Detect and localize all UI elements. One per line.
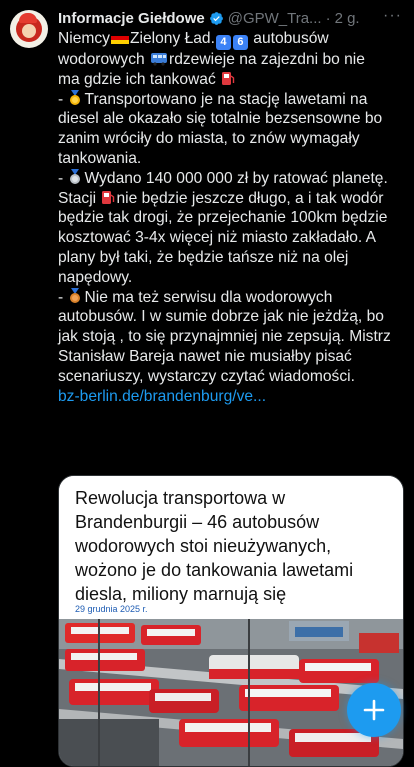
dash: - (58, 169, 68, 187)
tweet-line-3 (58, 70, 408, 90)
bus-icon (150, 52, 168, 66)
header-separator: · (325, 9, 331, 27)
text-segment: Transportowano je na stację lawetami na diesel ale okazało się totalnie bezsensowne bo zanim wróciły do miasta, to znów wymagały tankowania. (58, 90, 383, 167)
fuel-pump-icon (221, 71, 235, 86)
dash: - (58, 288, 68, 306)
text-segment: ma gdzie ich tankować (58, 70, 221, 88)
plus-icon (363, 699, 385, 721)
more-options-icon[interactable]: ··· (383, 7, 402, 24)
tweet-time[interactable]: 2 g. (334, 9, 360, 27)
germany-flag-icon (111, 32, 129, 44)
author-handle[interactable]: @GPW_Tra... (227, 9, 322, 27)
tweet-line-2 (58, 50, 408, 70)
tweet-paragraph-3 (58, 288, 408, 387)
tweet-link[interactable]: bz-berlin.de/brandenburg/ve... (58, 387, 267, 405)
text-segment: Wydano 140 000 000 zł by ratować planetę. Stacji (58, 169, 388, 207)
tweet-paragraph-1 (58, 90, 408, 169)
tweet-line-1 (58, 29, 408, 50)
keycap-6-icon: 6 (233, 35, 248, 50)
silver-medal-icon (68, 169, 82, 185)
author-name[interactable]: Informacje Giełdowe (58, 9, 205, 27)
tweet-paragraph-2 (58, 169, 408, 288)
keycap-4-icon: 4 (216, 35, 231, 50)
tweet-text (58, 29, 408, 406)
text-segment: Niemcy (58, 30, 110, 47)
text-segment: Zielony Ład. (129, 30, 215, 47)
verified-badge-icon (209, 11, 224, 26)
author-avatar[interactable] (10, 10, 48, 48)
dash: - (58, 90, 68, 108)
gold-medal-icon (68, 90, 82, 106)
fuel-pump-icon (101, 190, 115, 205)
text-segment: Nie ma też serwisu dla wodorowych autobusów. I w sumie dobrze jak nie jeżdżą, bo jak stoją , to się przynajmniej nie zepsują. Mistrz Stanisław Bareja nawet nie musiałby pisać scenariuszy, wystarczy czytać wiadomości. (58, 288, 391, 385)
text-segment: rdzewieje na zajezdni bo nie (169, 51, 365, 68)
text-segment: wodorowych (58, 51, 150, 68)
article-date: 29 grudnia 2025 r. (75, 604, 148, 614)
tweet-header (58, 7, 408, 29)
text-segment: nie będzie jeszcze długo, a i tak wodór będzie tak drogi, że przejechanie 100km będzie kosztować 3-4x więcej niż miasto zakładało. A plany był taki, że będzie tańsze niż na olej napędowy. (58, 189, 388, 286)
article-headline: Rewolucja transportowa w Brandenburgii – 46 autobusów wodorowych stoi nieużywanych, wożono je do tankowania lawetami diesla, miliony marnują się (75, 488, 354, 604)
bronze-medal-icon (68, 288, 82, 304)
compose-button[interactable] (347, 683, 401, 737)
text-segment: autobusów (248, 30, 329, 47)
article-preview (59, 476, 403, 626)
article-photo (59, 619, 403, 766)
